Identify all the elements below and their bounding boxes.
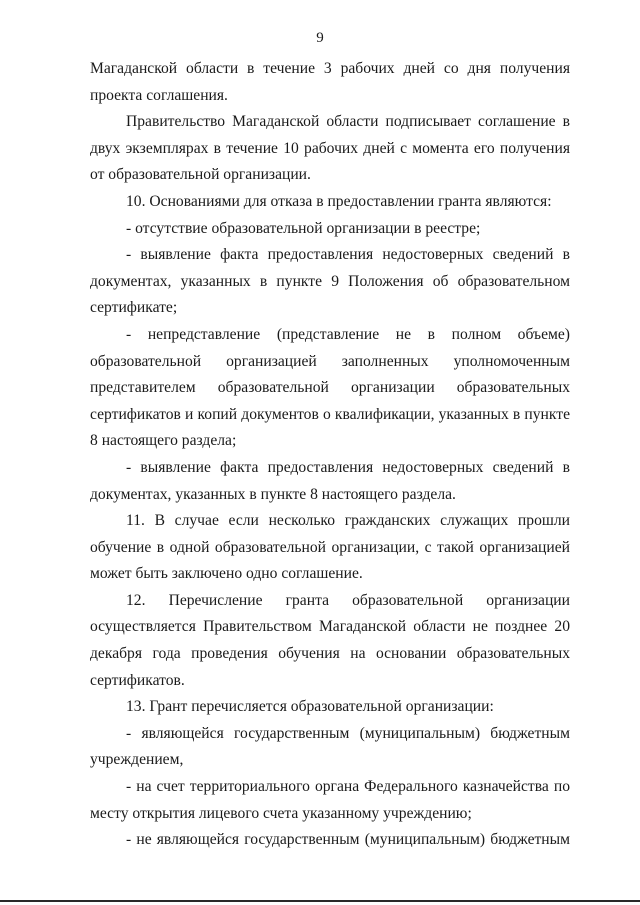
document-body <box>90 56 570 854</box>
paragraph-12-grant-transfer: 12. Перечисление гранта образовательной организации осуществляется Правительством Магаданской области не позднее 20 декабря года проведения обучения на основании образовательных сертификатов. <box>90 591 570 689</box>
paragraph-continuation: Магаданской области в течение 3 рабочих дней со дня получения проекта соглашения. <box>90 60 570 104</box>
list-item-false-info-p8: - выявление факта предоставления недостоверных сведений в документах, указанных в пункте 8 настоящего раздела. <box>90 458 570 503</box>
paragraph-10-refusal-grounds: 10. Основаниями для отказа в предоставлении гранта являются: <box>126 192 552 210</box>
paragraph-government-signs: Правительство Магаданской области подписывает соглашение в двух экземплярах в течение 10 рабочих дней с момента его получения от образовательной организации. <box>90 113 570 184</box>
list-item-non-submission: - непредставление (представление не в полном объеме) образовательной организацией заполненных уполномоченным представителем образовательной организации образовательных сертификатов и копий документов о квалификации, указанных в пункте 8 настоящего раздела; <box>90 325 570 450</box>
list-item-false-info-p9: - выявление факта предоставления недостоверных сведений в документах, указанных в пункте 9 Положения об образовательном сертификате; <box>90 246 570 317</box>
list-item-treasury-account: - на счет территориального органа Федерального казначейства по месту открытия лицевого счета указанному учреждению; <box>90 778 570 822</box>
paragraph-11-single-agreement: 11. В случае если несколько гражданских служащих прошли обучение в одной образовательной организации, с такой организацией может быть заключено одно соглашение. <box>90 512 570 583</box>
page-number: 9 <box>316 30 324 46</box>
scan-edge-line <box>0 900 640 902</box>
list-item-non-budget-institution: - не являющейся государственным (муниципальным) бюджетным <box>126 831 570 849</box>
list-item-budget-institution: - являющейся государственным (муниципальным) бюджетным учреждением, <box>90 724 570 769</box>
list-item-no-registry: - отсутствие образовательной организации в реестре; <box>126 219 481 237</box>
paragraph-13-grant-recipient: 13. Грант перечисляется образовательной организации: <box>126 698 494 716</box>
